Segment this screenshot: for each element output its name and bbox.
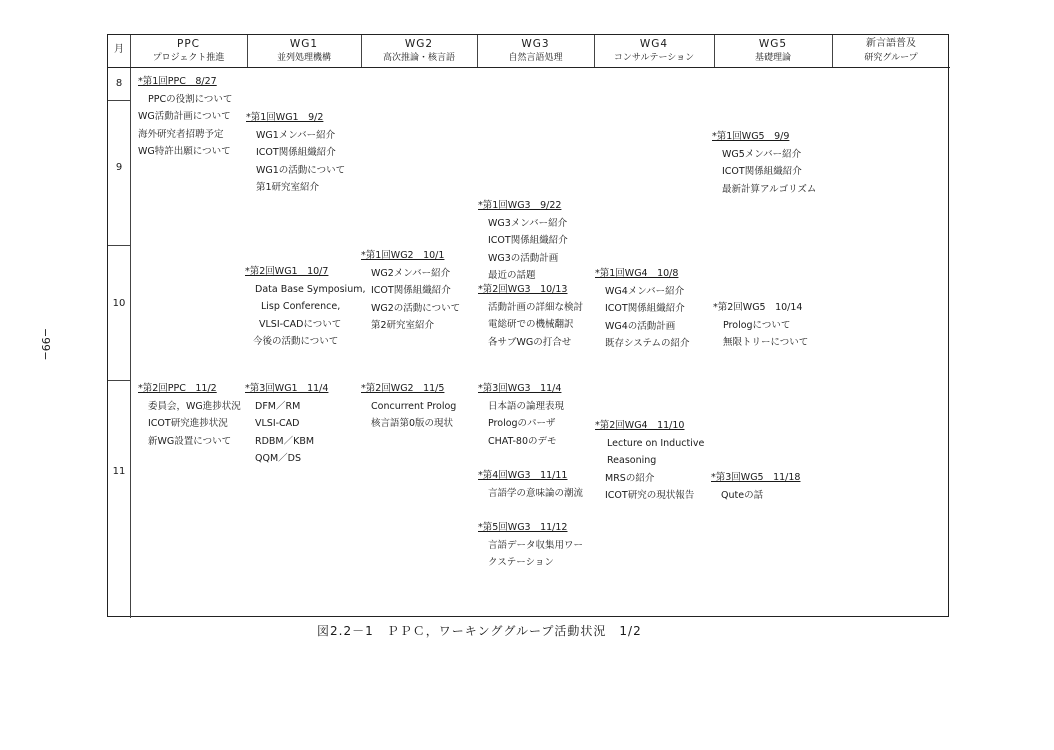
meeting-entry-wg3-2 — [478, 281, 583, 351]
column-header-name: 新言語普及 — [866, 38, 916, 49]
meeting-title: *第3回WG1 11/4 — [245, 383, 329, 394]
meeting-entry-wg3-5 — [478, 519, 583, 572]
meeting-entry-wg3-1 — [478, 197, 568, 285]
month-label: 9 — [115, 162, 123, 173]
agenda-line: Concurrent Prolog — [371, 400, 457, 412]
meeting-entry-wg3-4 — [478, 467, 583, 502]
agenda-line: 活動計画の詳細な検討 — [488, 301, 584, 313]
meeting-entry-wg2-2 — [361, 380, 456, 433]
agenda-line: ICOT関係組織紹介 — [371, 285, 451, 296]
agenda-line: Quteの話 — [721, 489, 764, 501]
agenda-line: 今後の活動について — [253, 336, 339, 347]
meeting-title: *第2回PPC 11/2 — [138, 383, 217, 394]
agenda-line: Data Base Symposium, — [255, 283, 366, 295]
month-label: 8 — [115, 78, 123, 89]
column-header-wg3 — [477, 35, 594, 67]
meeting-entry-wg4-2 — [595, 417, 704, 505]
agenda-line: Reasoning — [607, 455, 657, 466]
agenda-line: 第2研究室紹介 — [371, 320, 435, 331]
agenda-line: VLSI-CADについて — [259, 318, 342, 330]
month-header: 月 — [114, 44, 124, 55]
column-header-name: 研究グループ — [864, 53, 918, 63]
month-label: 10 — [112, 298, 126, 309]
meeting-title: *第4回WG3 11/11 — [478, 470, 568, 481]
meeting-title: *第3回WG5 11/18 — [711, 472, 801, 483]
agenda-line: 日本語の論理表現 — [488, 400, 565, 412]
meeting-title: *第3回WG3 11/4 — [478, 383, 562, 394]
agenda-line: VLSI-CAD — [255, 418, 300, 429]
agenda-line: ICOT関係組織紹介 — [256, 147, 336, 158]
column-header-new-language — [832, 35, 950, 67]
agenda-line: MRSの紹介 — [605, 472, 655, 484]
agenda-line: DFM／RM — [255, 400, 301, 412]
agenda-line: 電総研での機械翻訳 — [488, 319, 574, 330]
meeting-title: *第1回WG2 10/1 — [361, 250, 445, 261]
column-header-name: コンサルテーション — [613, 53, 695, 63]
column-header-code: WG5 — [758, 38, 788, 50]
figure-caption: 図2.2－1 ＰＰＣ，ワーキンググループ活動状況 1/2 — [317, 624, 642, 638]
meeting-title: *第5回WG3 11/12 — [478, 522, 568, 533]
agenda-line: WG活動計画について — [138, 111, 231, 122]
agenda-line: 海外研究者招聘予定 — [138, 128, 224, 140]
agenda-line: 核言語第0版の現状 — [371, 418, 454, 429]
column-header-name: プロジェクト推進 — [152, 53, 225, 63]
agenda-line: Lisp Conference, — [261, 301, 341, 312]
agenda-line: WG1メンバー紹介 — [256, 129, 336, 141]
column-header-code: WG1 — [289, 38, 319, 50]
column-header-wg1 — [247, 35, 361, 67]
agenda-line: QQM／DS — [255, 453, 301, 464]
column-header-code: WG4 — [639, 38, 669, 50]
meeting-entry-ppc-2 — [138, 380, 241, 450]
meeting-title: *第1回PPC 8/27 — [138, 76, 217, 87]
column-header-name: 基礎理論 — [754, 53, 791, 63]
column-header-code: WG2 — [404, 38, 434, 50]
meeting-title: *第1回WG5 9/9 — [712, 131, 790, 142]
agenda-line: PPCの役割について — [148, 93, 233, 105]
column-header-name: 並列処理機構 — [276, 53, 331, 63]
column-header-code: WG3 — [521, 38, 550, 50]
agenda-line: WG4の活動計画 — [605, 320, 676, 332]
agenda-line: WG3の活動計画 — [488, 252, 559, 264]
agenda-line: 最近の話題 — [488, 270, 536, 281]
meeting-title: *第2回WG4 11/10 — [595, 420, 685, 431]
column-header-wg5 — [714, 35, 832, 67]
agenda-line: WG特許出願について — [138, 146, 231, 157]
column-header-code: PPC — [177, 38, 200, 50]
agenda-line: WG2メンバー紹介 — [371, 267, 451, 279]
agenda-line: 新WG設置について — [148, 435, 232, 447]
activity-table — [107, 34, 949, 617]
agenda-line: 第1研究室紹介 — [256, 182, 320, 193]
agenda-line: 委員会，WG進捗状況 — [148, 400, 241, 412]
agenda-line: 言語学の意味論の潮流 — [488, 487, 584, 499]
agenda-line: RDBM／KBM — [255, 435, 315, 447]
agenda-line: Lecture on Inductive — [607, 437, 705, 449]
column-header-wg2 — [361, 35, 477, 67]
agenda-line: 既存システムの紹介 — [605, 338, 690, 349]
meeting-title: *第1回WG1 9/2 — [246, 112, 324, 123]
agenda-line: WG1の活動について — [256, 164, 346, 176]
meeting-title: *第2回WG2 11/5 — [361, 383, 445, 394]
column-header-wg4 — [594, 35, 714, 67]
meeting-title: *第1回WG4 10/8 — [595, 268, 679, 279]
agenda-line: ICOT関係組織紹介 — [722, 166, 802, 177]
agenda-line: 各サブWGの打合せ — [488, 336, 572, 348]
agenda-line: WG5メンバー紹介 — [722, 148, 802, 160]
meeting-entry-wg5-1 — [712, 128, 816, 198]
row-divider — [108, 380, 130, 381]
agenda-line: 最新計算アルゴリズム — [722, 183, 817, 195]
agenda-line: WG4メンバー紹介 — [605, 285, 685, 297]
meeting-title: *第1回WG3 9/22 — [478, 200, 562, 211]
agenda-line: ICOT研究進捗状況 — [148, 418, 228, 429]
meeting-entry-wg1-1 — [246, 109, 345, 197]
agenda-line: 言語データ収集用ワー — [488, 539, 584, 551]
meeting-entry-wg1-2 — [245, 263, 366, 351]
agenda-line: WG2の活動について — [371, 302, 461, 314]
meeting-entry-wg1-3 — [245, 380, 328, 468]
meeting-title: *第2回WG1 10/7 — [245, 266, 329, 277]
meeting-entry-wg5-2 — [713, 299, 808, 352]
agenda-line: Prologについて — [723, 319, 791, 331]
meeting-title: *第2回WG3 10/13 — [478, 284, 568, 295]
agenda-line: Prologのパーザ — [488, 418, 556, 429]
agenda-line: WG3メンバー紹介 — [488, 217, 568, 229]
meeting-title: *第2回WG5 10/14 — [713, 302, 803, 313]
agenda-line: クステーション — [488, 557, 554, 568]
meeting-entry-wg5-3 — [711, 469, 800, 504]
agenda-line: ICOT研究の現状報告 — [605, 490, 695, 501]
meeting-entry-ppc-1 — [138, 73, 232, 161]
header-bottom-line — [108, 67, 950, 68]
column-header-name: 高次推論・核言語 — [382, 53, 455, 63]
meeting-entry-wg3-3 — [478, 380, 564, 450]
meeting-entry-wg4-1 — [595, 265, 690, 353]
agenda-line: ICOT関係組織紹介 — [488, 235, 568, 246]
column-header-ppc — [130, 35, 247, 67]
column-divider — [130, 35, 131, 618]
agenda-line: CHAT-80のデモ — [488, 435, 557, 447]
row-divider — [108, 100, 130, 101]
month-label: 11 — [112, 466, 126, 477]
page-number: −99− — [39, 328, 52, 361]
agenda-line: ICOT関係組織紹介 — [605, 303, 685, 314]
meeting-entry-wg2-1 — [361, 247, 460, 335]
row-divider — [108, 245, 130, 246]
column-header-name: 自然言語処理 — [508, 53, 563, 63]
agenda-line: 無限トリーについて — [723, 337, 809, 348]
